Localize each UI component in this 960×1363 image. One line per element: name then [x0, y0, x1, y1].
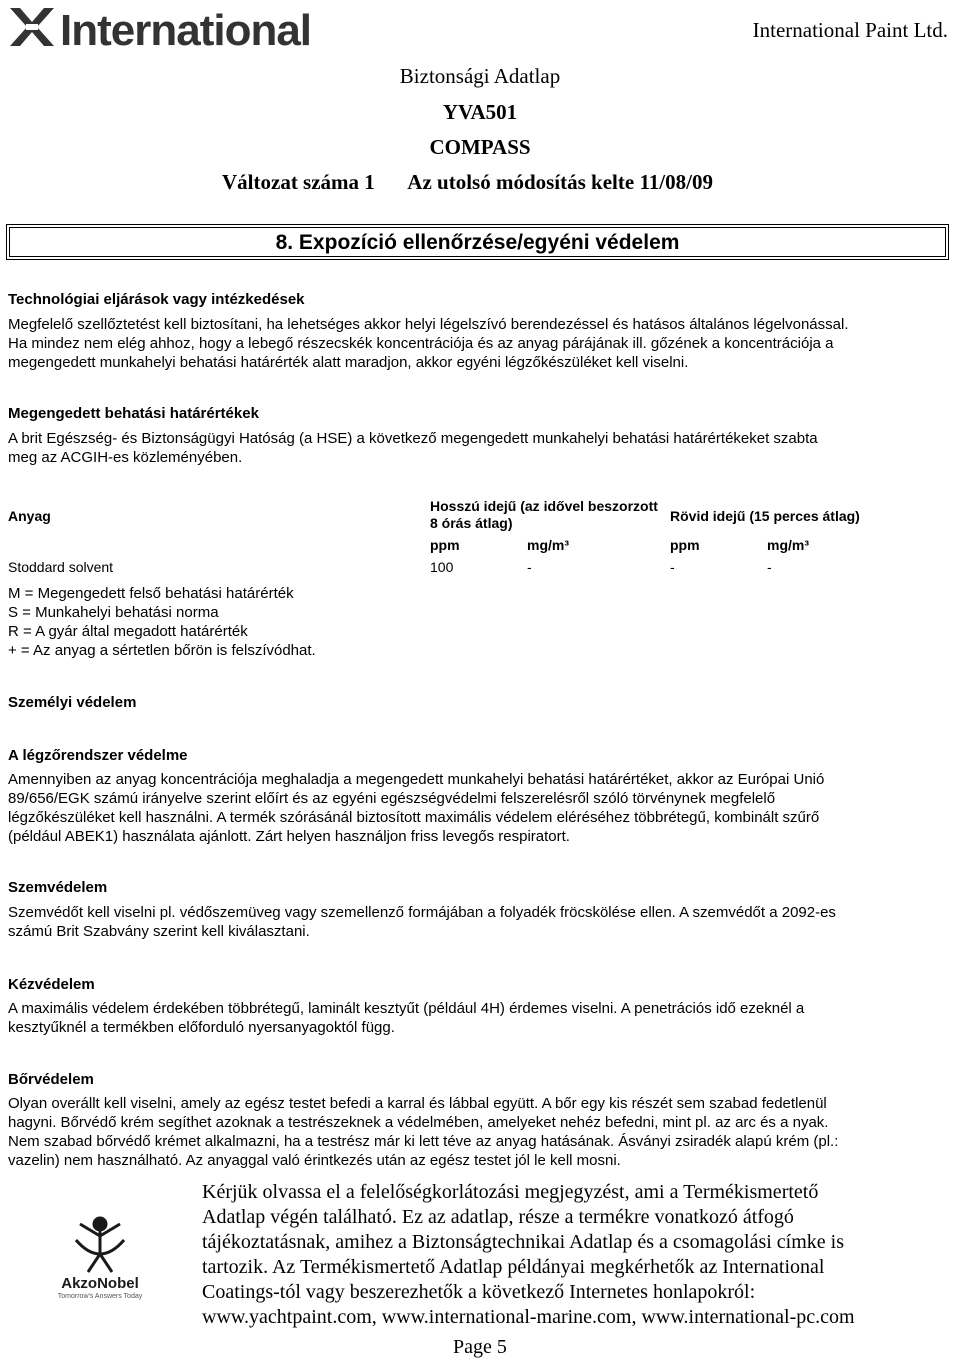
akzonobel-figure-icon	[40, 1210, 160, 1300]
x-mark-icon	[6, 2, 346, 52]
table-row-substance: Stoddard solvent	[8, 559, 114, 575]
text-line: számú Brit Szabvány szerint kell kiválasztani.	[8, 923, 310, 940]
limits-legend	[8, 584, 316, 660]
akzonobel-logo	[40, 1210, 160, 1300]
table-cell: -	[670, 559, 675, 575]
section-title-box	[6, 224, 949, 260]
col-substance-header: Anyag	[8, 508, 51, 524]
section-title: 8. Expozíció ellenőrzése/egyéni védelem	[275, 231, 680, 254]
international-logo	[6, 2, 346, 52]
modified-label: Az utolsó módosítás kelte 11/08/09	[407, 170, 713, 194]
logo-text: International	[60, 6, 312, 52]
version-line	[222, 170, 713, 195]
limits-text	[8, 429, 953, 467]
note-line: Coatings-tól vagy beszerezhetők a következő Internetes honlapokról:	[202, 1281, 756, 1303]
text-line: légzőkészüléket kell használni. A termék szórásánál biztosított maximális védelem eléréséhez többrétegű, kombinált szűrő	[8, 809, 820, 826]
col-long-line2: 8 órás átlag)	[430, 515, 513, 531]
text-line: A maximális védelem érdekében többrétegű, laminált kesztyűt (például 4H) érdemes viselni. A penetrációs idő ezeknél a	[8, 1000, 805, 1017]
text-line: megengedett munkahelyi behatási határérték alatt maradjon, akkor egyéni légzőkészüléket kell viselni.	[8, 354, 689, 371]
company-name: International Paint Ltd.	[752, 18, 948, 42]
product-name: COMPASS	[429, 135, 531, 159]
table-cell: -	[767, 559, 772, 575]
unit-mgm3-short: mg/m³	[767, 537, 809, 553]
text-line: Szemvédőt kell viselni pl. védőszemüveg vagy szemellenző formájában a folyadék fröcskölése ellen. A szemvédőt a 2092-es	[8, 904, 836, 921]
text-line: Ha mindez nem elég ahhoz, hogy a lebegő részecskék koncentrációja és az anyag párájának ill. gőzének a koncentrációja a	[8, 335, 834, 352]
eye-text	[8, 903, 953, 941]
text-line: Amennyiben az anyag koncentrációja meghaladja a megengedett munkahelyi behatási határértéket, akkor az Európai Unió	[8, 771, 825, 788]
unit-mgm3-long: mg/m³	[527, 537, 569, 553]
respiratory-text	[8, 770, 953, 846]
version-label: Változat száma 1	[222, 170, 375, 194]
text-line: Megfelelő szellőztetést kell biztosítani, ha lehetséges akkor helyi légelszívó berendezéssel és hatásos általános légelvonással.	[8, 316, 849, 333]
page-number: Page 5	[453, 1336, 507, 1358]
col-long-term-header	[430, 498, 658, 532]
unit-ppm-long: ppm	[430, 537, 460, 553]
personal-heading: Személyi védelem	[8, 694, 137, 711]
respiratory-heading: A légzőrendszer védelme	[8, 747, 188, 764]
note-line: tartozik. Az Termékismertető Adatlap példányai megkérhetők az International	[202, 1256, 825, 1278]
disclaimer-note	[202, 1180, 952, 1330]
table-cell: -	[527, 559, 532, 575]
note-line: Kérjük olvassa el a felelőségkorlátozási megjegyzést, ami a Termékismertető	[202, 1181, 819, 1203]
legend-item: R = A gyár által megadott határérték	[8, 623, 248, 640]
unit-ppm-short: ppm	[670, 537, 700, 553]
limits-heading: Megengedett behatási határértékek	[8, 405, 259, 422]
engineering-heading: Technológiai eljárások vagy intézkedések	[8, 291, 305, 308]
text-line: 89/656/EGK számú irányelve szerint előírt és az egyéni egészségvédelmi felszerelésről szóló törvénynek megfelelő	[8, 790, 776, 807]
hand-heading: Kézvédelem	[8, 976, 95, 993]
skin-text	[8, 1094, 953, 1170]
engineering-text	[8, 315, 953, 372]
legend-item: S = Munkahelyi behatási norma	[8, 604, 219, 621]
legend-item: + = Az anyag a sértetlen bőrön is felszívódhat.	[8, 642, 316, 659]
note-line: www.yachtpaint.com, www.international-marine.com, www.international-pc.com	[202, 1306, 855, 1328]
doc-title: Biztonsági Adatlap	[399, 64, 561, 88]
table-cell: 100	[430, 559, 454, 575]
legend-item: M = Megengedett felső behatási határérték	[8, 585, 294, 602]
akzo-tagline: Tomorrow's Answers Today	[57, 1293, 143, 1300]
text-line: meg az ACGIH-es közleményében.	[8, 449, 243, 466]
eye-heading: Szemvédelem	[8, 879, 108, 896]
text-line: vazelin) nem használható. Az anyaggal való érintkezés után az egész testet jól le kell mosni.	[8, 1152, 621, 1169]
text-line: (például ABEK1) használata ajánlott. Zárt helyen használjon friss levegős respiratort.	[8, 828, 570, 845]
text-line: kesztyűknél a termékben előforduló nyersanyagoktól függ.	[8, 1019, 395, 1036]
text-line: hagyni. Bőrvédő krém segíthet azoknak a testrészeknek a védelmében, amelyeket nehéz befedni, mint pl. az arc és a nyak.	[8, 1114, 829, 1131]
note-line: Adatlap végén található. Ez az adatlap, része a termékre vonatkozó átfogó	[202, 1206, 794, 1228]
text-line: Olyan overállt kell viselni, amely az egész testet befedi a karral és lábbal együtt. A bőr egy kis részét sem szabad fedetlenül	[8, 1095, 827, 1112]
text-line: A brit Egészség- és Biztonságügyi Hatóság (a HSE) a következő megengedett munkahelyi behatási határértékeket szabta	[8, 430, 818, 447]
col-long-line1: Hosszú idejű (az idővel beszorzott	[430, 498, 658, 514]
col-short-term-header: Rövid idejű (15 perces átlag)	[670, 508, 860, 524]
product-code: YVA501	[442, 100, 518, 124]
skin-heading: Bőrvédelem	[8, 1071, 94, 1088]
text-line: Nem szabad bőrvédő krémet alkalmazni, ha a testrész már ki lett téve az anyag hatásának. Ásványi zsiradék alapú krém (pl.:	[8, 1133, 839, 1150]
note-line: tájékoztatásnak, amihez a Biztonságtechnikai Adatlap és a csomagolási címke is	[202, 1231, 845, 1253]
hand-text	[8, 999, 953, 1037]
akzo-name: AkzoNobel	[61, 1275, 139, 1292]
